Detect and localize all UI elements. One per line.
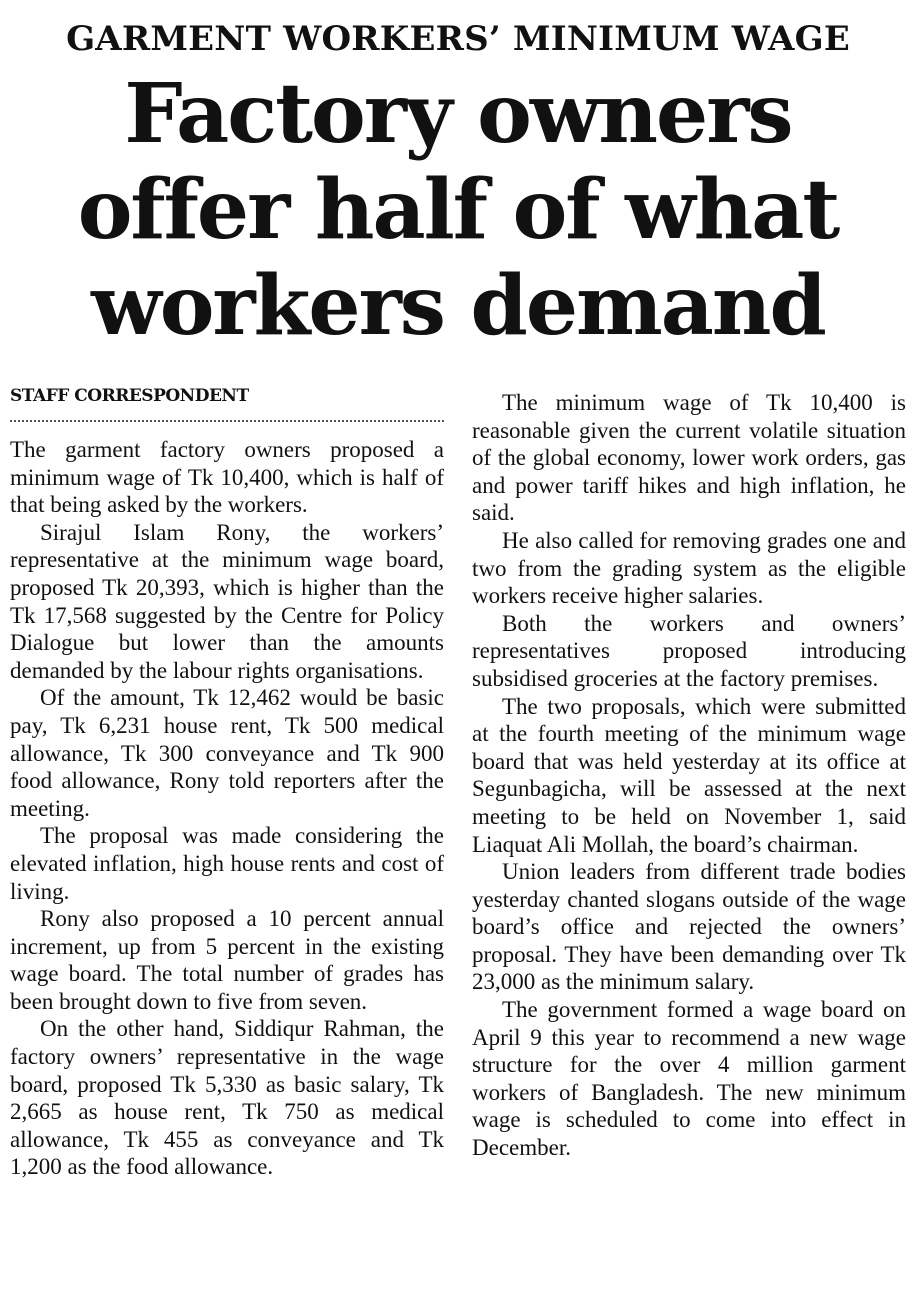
paragraph: Both the workers and owners’ representatives proposed introducing subsidised groceries at the factory premises. [472,610,906,691]
byline-divider [10,420,444,422]
headline [0,66,916,354]
paragraph: Rony also proposed a 10 percent annual increment, up from 5 percent in the existing wage board. The total number of grades has been brought down to five from seven. [10,906,444,1014]
headline-line: workers demand [91,258,825,354]
kicker-title: GARMENT WORKERS’ MINIMUM WAGE [66,19,850,59]
paragraph: The government formed a wage board on April 9 this year to recommend a new wage structure for the over 4 million garment workers of Bangladesh. The new minimum wage is scheduled to come into effect in December. [472,997,906,1161]
paragraph: On the other hand, Siddiqur Rahman, the factory owners’ representative in the wage board, proposed Tk 5,330 as basic salary, Tk 2,665 as house rent, Tk 750 as medical allowance, Tk 455 as conveyance and Tk 1,200 as the food allowance. [10,1016,444,1180]
paragraph: The proposal was made considering the elevated inflation, high house rents and cost of living. [10,823,444,904]
paragraph: The minimum wage of Tk 10,400 is reasonable given the current volatile situation of the global economy, lower work orders, gas and power tariff hikes and high inflation, he said. [472,390,906,526]
byline: STAFF CORRESPONDENT [10,386,249,406]
article-column-left [10,436,444,1181]
paragraph: Union leaders from different trade bodies yesterday chanted slogans outside of the wage board’s office and rejected the owners’ proposal. They have been demanding over Tk 23,000 as the minimum salary. [472,859,906,995]
paragraph: He also called for removing grades one and two from the grading system as the eligible workers receive higher salaries. [472,527,906,609]
paragraph: Sirajul Islam Rony, the workers’ representative at the minimum wage board, proposed Tk 20,393, which is higher than the Tk 17,568 suggested by the Centre for Policy Dialogue but lower than the amounts demanded by the labour rights organisations. [10,519,444,683]
headline-line: Factory owners [124,66,792,162]
paragraph: The garment factory owners proposed a minimum wage of Tk 10,400, which is half of that being asked by the workers. [10,437,444,518]
paragraph: The two proposals, which were submitted at the fourth meeting of the minimum wage board that was held yesterday at its office at Segunbagicha, will be assessed at the next meeting to be held on November 1, said Liaquat Ali Mollah, the board’s chairman. [472,693,906,857]
article-column-right [472,389,906,1162]
paragraph: Of the amount, Tk 12,462 would be basic pay, Tk 6,231 house rent, Tk 500 medical allowance, Tk 300 conveyance and Tk 900 food allowance, Rony told reporters after the meeting. [10,685,444,821]
headline-line: offer half of what [77,162,839,258]
